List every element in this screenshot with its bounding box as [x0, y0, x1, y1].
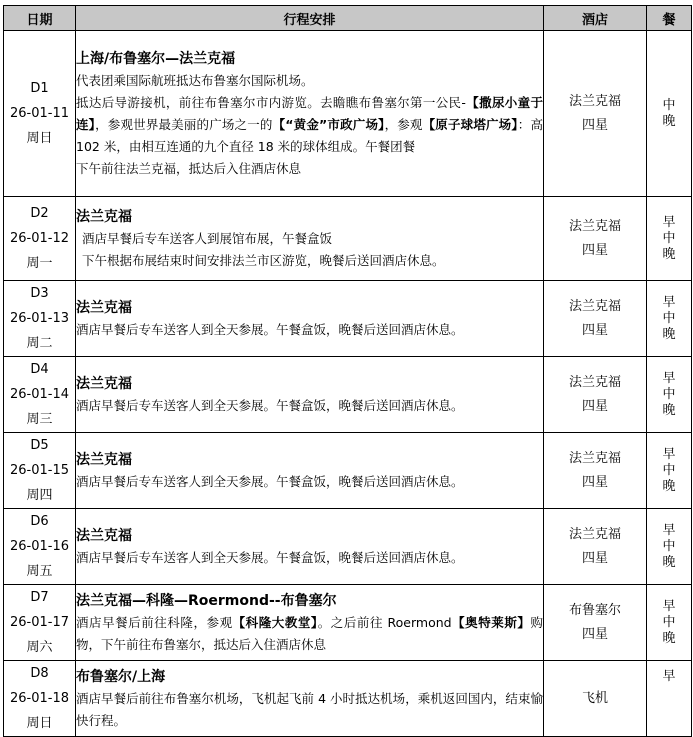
plan-line	[76, 612, 543, 656]
date-cell	[4, 357, 76, 433]
meal-item: 中	[662, 97, 676, 113]
plan-title: 法兰克福	[76, 451, 132, 468]
plan-title: 法兰克福	[76, 375, 132, 392]
date-weekday: 周三	[26, 412, 53, 427]
meal-item: 中	[662, 230, 676, 246]
highlight-text: 【原子球塔广场】	[422, 116, 518, 132]
header-hotel: 酒店	[544, 6, 647, 31]
hotel-rating: 四星	[581, 474, 608, 490]
date-weekday: 周日	[26, 716, 53, 731]
meal-item: 早	[662, 446, 676, 462]
date-weekday: 周日	[26, 131, 53, 146]
header-meal: 餐	[647, 6, 692, 31]
day-row	[4, 31, 692, 197]
highlight-text: 【科隆大教堂】	[232, 614, 318, 630]
date-cell	[4, 509, 76, 585]
meal-item: 晚	[662, 113, 676, 129]
plan-line	[76, 319, 543, 341]
plan-text: 购物，下午前往布鲁塞尔，抵达后入住酒店休息	[76, 614, 543, 652]
highlight-text: 【奥特莱斯】	[451, 614, 531, 630]
date-date: 26-01-13	[9, 311, 69, 326]
plan-text: 下午前往法兰克福，抵达后入住酒店休息	[76, 160, 302, 176]
plan-text: ，参观	[384, 116, 423, 132]
meal-item: 早	[662, 522, 676, 538]
meal-cell	[647, 31, 692, 197]
plan-cell	[76, 357, 544, 433]
plan-cell	[76, 661, 544, 737]
plan-cell	[76, 433, 544, 509]
meal-item: 晚	[662, 326, 676, 342]
date-weekday: 周一	[26, 256, 53, 271]
date-weekday: 周五	[26, 564, 53, 579]
meal-item: 中	[662, 538, 676, 554]
plan-title: 法兰克福	[76, 527, 132, 544]
plan-title: 布鲁塞尔/上海	[76, 668, 166, 685]
date-date: 26-01-14	[9, 387, 69, 402]
date-date: 26-01-11	[9, 106, 69, 121]
hotel-city: 法兰克福	[568, 93, 621, 109]
plan-text: 酒店早餐后前往布鲁塞尔机场，飞机起飞前 4 小时抵达机场，乘机返回国内，结束愉快行程。	[76, 690, 543, 728]
plan-text: 酒店早餐后专车送客人到全天参展。午餐盒饭，晚餐后送回酒店休息。	[76, 321, 464, 337]
meal-item: 中	[662, 386, 676, 402]
meal-cell	[647, 661, 692, 737]
itinerary-body	[4, 31, 692, 737]
plan-line	[76, 70, 543, 92]
meal-cell	[647, 585, 692, 661]
plan-text: ，参观世界最美丽的广场之一的	[95, 116, 273, 132]
date-weekday: 周二	[26, 336, 53, 351]
date-day: D7	[30, 590, 49, 605]
plan-title: 上海/布鲁塞尔—法兰克福	[76, 50, 236, 67]
hotel-cell	[544, 197, 647, 281]
plan-cell	[76, 585, 544, 661]
meal-item: 中	[662, 614, 676, 630]
plan-text: 酒店早餐后前往科隆，参观	[76, 614, 233, 630]
date-day: D8	[30, 666, 49, 681]
date-cell	[4, 31, 76, 197]
hotel-cell	[544, 357, 647, 433]
date-day: D2	[30, 206, 49, 221]
plan-text: 。之后前往 Roermond	[317, 614, 452, 630]
day-row	[4, 197, 692, 281]
plan-text: ：高 102 米，由相互连通的九个直径 18 米的球体组成。午餐团餐	[76, 116, 543, 154]
meal-cell	[647, 281, 692, 357]
meal-item: 早	[662, 370, 676, 386]
meal-cell	[647, 197, 692, 281]
meal-item: 晚	[662, 630, 676, 646]
hotel-city: 法兰克福	[568, 374, 621, 390]
plan-text: 下午根据布展结束时间安排法兰市区游览，晚餐后送回酒店休息。	[82, 252, 445, 268]
plan-line	[76, 688, 543, 732]
date-cell	[4, 433, 76, 509]
hotel-cell	[544, 661, 647, 737]
plan-title: 法兰克福	[76, 208, 132, 225]
plan-line	[76, 547, 543, 569]
day-row	[4, 585, 692, 661]
meal-item: 晚	[662, 402, 676, 418]
plan-line	[76, 395, 543, 417]
plan-cell	[76, 281, 544, 357]
meal-item: 早	[662, 214, 676, 230]
meal-cell	[647, 433, 692, 509]
plan-cell	[76, 509, 544, 585]
plan-cell	[76, 197, 544, 281]
plan-line	[76, 92, 543, 158]
date-cell	[4, 281, 76, 357]
date-date: 26-01-16	[9, 539, 69, 554]
plan-cell	[76, 31, 544, 197]
hotel-rating: 四星	[581, 550, 608, 566]
hotel-cell	[544, 585, 647, 661]
highlight-text: 【撒尿小童于连】	[76, 94, 543, 132]
hotel-rating: 四星	[581, 242, 608, 258]
meal-item: 早	[662, 598, 676, 614]
hotel-city: 法兰克福	[568, 298, 621, 314]
header-row	[4, 6, 692, 31]
plan-line	[76, 158, 543, 180]
hotel-rating: 四星	[581, 322, 608, 338]
plan-text: 酒店早餐后专车送客人到展馆布展，午餐盒饭	[82, 230, 333, 246]
date-date: 26-01-18	[9, 691, 69, 706]
hotel-rating: 四星	[581, 626, 608, 642]
meal-item: 晚	[662, 478, 676, 494]
hotel-cell	[544, 433, 647, 509]
plan-line	[76, 228, 543, 250]
plan-line	[76, 471, 543, 493]
hotel-city: 法兰克福	[568, 526, 621, 542]
plan-title: 法兰克福	[76, 299, 132, 316]
meal-item: 中	[662, 310, 676, 326]
date-day: D5	[30, 438, 49, 453]
hotel-cell	[544, 281, 647, 357]
date-day: D4	[30, 362, 49, 377]
meal-cell	[647, 509, 692, 585]
header-plan: 行程安排	[76, 6, 544, 31]
plan-title: 法兰克福—科隆—Roermond--布鲁塞尔	[76, 592, 337, 609]
highlight-text: 【“黄金”市政广场】	[272, 116, 385, 132]
hotel-cell	[544, 509, 647, 585]
hotel-city: 布鲁塞尔	[568, 602, 621, 618]
plan-text: 酒店早餐后专车送客人到全天参展。午餐盒饭，晚餐后送回酒店休息。	[76, 473, 464, 489]
date-day: D1	[30, 81, 49, 96]
meal-cell	[647, 357, 692, 433]
date-date: 26-01-15	[9, 463, 69, 478]
hotel-rating: 四星	[581, 398, 608, 414]
date-date: 26-01-12	[9, 231, 69, 246]
hotel-rating: 四星	[581, 117, 608, 133]
day-row	[4, 661, 692, 737]
day-row	[4, 281, 692, 357]
meal-item: 晚	[662, 554, 676, 570]
hotel-city: 飞机	[581, 690, 608, 706]
date-day: D6	[30, 514, 49, 529]
day-row	[4, 357, 692, 433]
date-cell	[4, 585, 76, 661]
plan-text: 酒店早餐后专车送客人到全天参展。午餐盒饭，晚餐后送回酒店休息。	[76, 549, 464, 565]
plan-text: 酒店早餐后专车送客人到全天参展。午餐盒饭，晚餐后送回酒店休息。	[76, 397, 464, 413]
hotel-city: 法兰克福	[568, 450, 621, 466]
plan-text: 抵达后导游接机，前往布鲁塞尔市内游览。去瞻瞧布鲁塞尔第一公民-	[76, 94, 466, 110]
date-weekday: 周四	[26, 488, 53, 503]
meal-item: 中	[662, 462, 676, 478]
day-row	[4, 433, 692, 509]
meal-item: 早	[662, 294, 676, 310]
date-day: D3	[30, 286, 49, 301]
hotel-city: 法兰克福	[568, 218, 621, 234]
date-cell	[4, 661, 76, 737]
date-date: 26-01-17	[9, 615, 69, 630]
meal-item: 早	[662, 669, 676, 684]
plan-text: 代表团乘国际航班抵达布鲁塞尔国际机场。	[76, 72, 314, 88]
itinerary-table	[3, 5, 692, 737]
day-row	[4, 509, 692, 585]
header-date: 日期	[4, 6, 76, 31]
meal-item: 晚	[662, 246, 676, 262]
hotel-cell	[544, 31, 647, 197]
date-weekday: 周六	[26, 640, 53, 655]
date-cell	[4, 197, 76, 281]
plan-line	[76, 250, 543, 272]
